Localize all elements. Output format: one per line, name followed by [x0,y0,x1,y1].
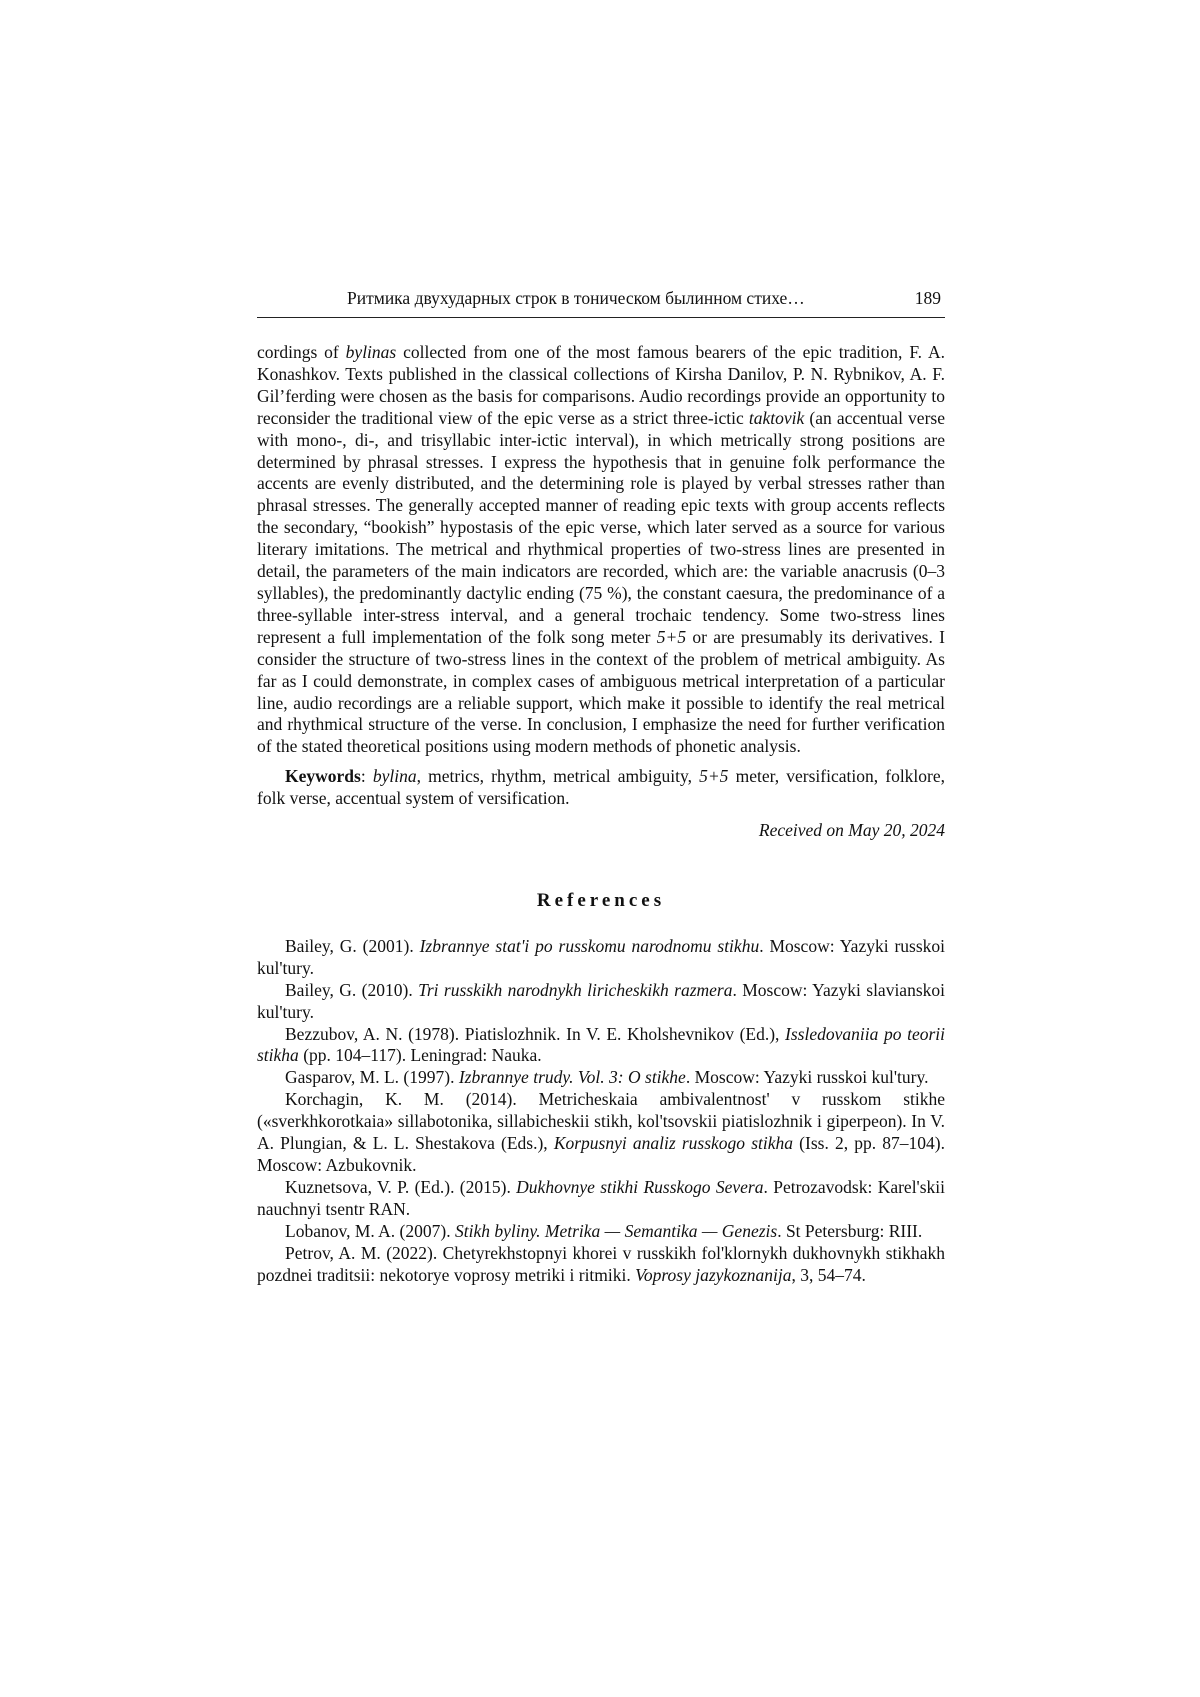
abstract-italic-run: taktovik [748,407,805,428]
reference-item [257,1177,945,1221]
abstract-italic-run: bylinas [345,342,397,362]
reference-run: . Moscow: Yazyki russkoi kul'tury. [257,935,946,978]
reference-run: Korchagin, K. M. (2014). Metricheskaia ambivalentnost' v russkom stikhe («sverkhkorotkaia» sillabotonika, sillabicheskii stikh, kol'tsovskii piatislozhnik i giperpeon). In V. A. Plungian, & L. L. Shestakova (Eds.), [257,1089,945,1154]
reference-run: Bezzubov, A. N. (1978). Piatislozhnik. In V. E. Kholshevnikov (Ed.), [285,1023,786,1044]
abstract-paragraph [257,342,945,758]
page-number: 189 [914,288,941,308]
reference-italic-run: Issledovaniia po teorii stikha [257,1023,946,1066]
reference-run: (pp. 104–117). Leningrad: Nauka. [298,1045,542,1066]
reference-italic-run: Dukhovnye stikhi Russkogo Severa [516,1176,764,1197]
reference-run: Gasparov, M. L. (1997). [285,1067,459,1088]
reference-run: . Petrozavodsk: Karel'skii nauchnyi tsentr RAN. [257,1176,945,1219]
keywords-italic-run: 5+5 [699,766,729,787]
reference-item [257,1089,945,1177]
running-header [257,287,945,318]
reference-italic-run: Tri russkikh narodnykh liricheskikh razmera [418,979,733,1000]
keywords-run: meter, versification, folklore, folk verse, accentual system of versification. [257,766,946,809]
reference-item [257,980,945,1024]
abstract-run: or are presumably its derivatives. I consider the structure of two-stress lines in the context of the problem of metrical ambiguity. As far as I could demonstrate, in complex cases of ambiguous metrical interpretation of a particular line, audio recordings are a reliable support, which make it possible to identify the real metrical and rhythmical structure of the verse. In conclusion, I emphasize the need for further verification of the stated theoretical positions using modern methods of phonetic analysis. [257,626,945,757]
reference-run: Kuznetsova, V. P. (Ed.). (2015). [285,1176,517,1197]
abstract-run: (an accentual verse with mono-, di-, and trisyllabic inter-ictic interval), in which metrically strong positions are determined by phrasal stresses. I express the hypothesis that in genuine folk performance the accents are evenly distributed, and the determining role is played by verbal stresses rather than phrasal stresses. The generally accepted manner of reading epic texts with group accents reflects the secondary, “bookish” hypostasis of the epic verse, which later served as a source for various literary imitations. The metrical and rhythmical properties of two-stress lines are presented in detail, the parameters of the main indicators are recorded, which are: the variable anacrusis (0–3 syllables), the predominantly dactylic ending (75 %), the constant caesura, the predominance of a three-syllable inter-stress interval, and a general trochaic tendency. Some two-stress lines represent a full implementation of the folk song meter [257,407,945,647]
received-date: Received on May 20, 2024 [758,820,945,841]
abstract-run: collected from one of the most famous bearers of the epic tradition, F. A. Konashkov. Texts published in the classical collections of Kirsha Danilov, P. N. Rybnikov, A. F. Gil’ferding were chosen as the basis for comparisons. Audio recordings provide an opportunity to reconsider the traditional view of the epic verse as a strict three-ictic [257,342,945,428]
reference-italic-run: Izbrannye trudy. Vol. 3: O stikhe [458,1067,686,1088]
abstract-italic-run: 5+5 [656,626,687,647]
reference-item [257,1024,945,1068]
reference-run: Lobanov, M. A. (2007). [285,1220,455,1241]
reference-run: Bailey, G. (2001). [285,935,420,956]
article-body [257,342,945,1286]
reference-run: . Moscow: Yazyki slavianskoi kul'tury. [257,979,945,1022]
reference-run: . St Petersburg: RIII. [777,1220,923,1241]
abstract-run: cordings of [257,342,346,362]
reference-item [257,1067,945,1089]
references-list [257,936,945,1287]
reference-run: (Iss. 2, pp. 87–104). Moscow: Azbukovnik. [257,1133,945,1175]
journal-page [257,0,945,1697]
reference-item [257,1243,945,1287]
reference-italic-run: Korpusnyi analiz russkogo stikha [553,1133,794,1154]
running-title: Ритмика двухударных строк в тоническом былинном стихе… [347,288,805,308]
keywords-paragraph [257,766,945,810]
keywords-label: Keywords [285,766,361,787]
keywords-run: , metrics, rhythm, metrical ambiguity, [416,766,700,787]
reference-italic-run: Izbrannye stat'i po russkomu narodnomu stikhu [419,935,760,956]
references-heading: References [536,889,666,911]
reference-run: , 3, 54–74. [791,1264,866,1285]
reference-run: . Moscow: Yazyki russkoi kul'tury. [685,1067,929,1088]
reference-italic-run: Voprosy jazykoznanija [635,1264,792,1285]
keywords-italic-run: bylina [372,766,417,787]
reference-item [257,936,945,980]
reference-item [257,1221,945,1243]
keywords-run: : [360,766,373,787]
reference-run: Petrov, A. M. (2022). Chetyrekhstopnyi khorei v russkikh fol'klornykh dukhovnykh stikhakh pozdnei traditsii: nekotorye voprosy metriki i ritmiki. [257,1242,945,1285]
reference-italic-run: Stikh byliny. Metrika — Semantika — Genezis [454,1220,778,1241]
reference-run: Bailey, G. (2010). [285,979,419,1000]
